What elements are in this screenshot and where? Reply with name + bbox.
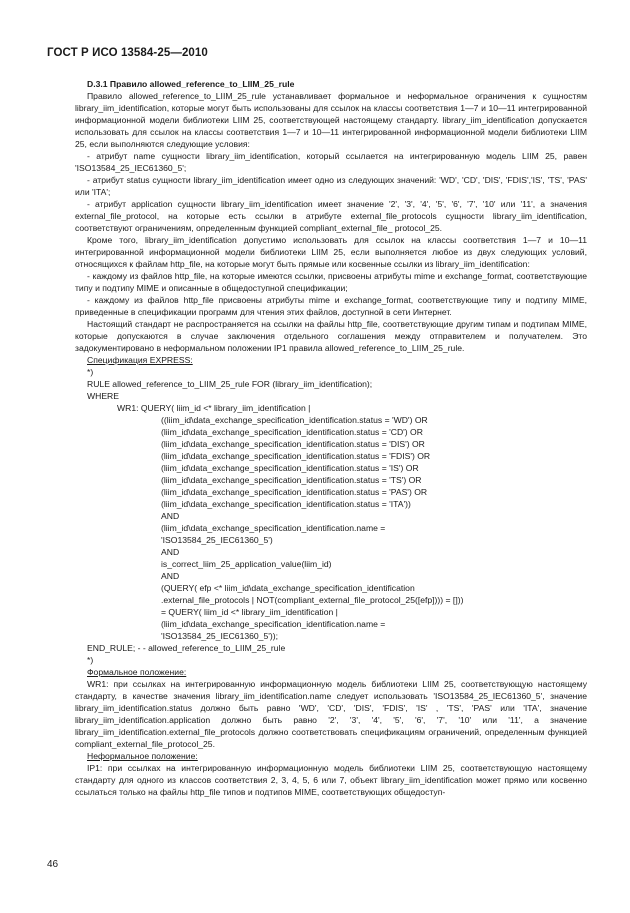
code-line: (liim_id\data_exchange_specification_identification.status = 'CD') OR: [161, 427, 423, 437]
paragraph: Настоящий стандарт не распространяется на ссылки на файлы http_file, соответствующие другим типам и подтипам MIME, которые допускаются в случае заключения отдельного соглашения между отправителем и получателем. Это задокументировано в неформальном положении IP1 правила allowed_reference_to_LIIM_25_rule.: [75, 319, 587, 353]
paragraph: Кроме того, library_iim_identification допустимо использовать для ссылок на классы соответствия 1—7 и 10—11 интегрированной информационной модели библиотеки LIIM 25, если выполняется любое из двух следующих условий, относящихся к файлам http_file, на которые могут быть прямые или косвенные ссылки из library_iim_identification:: [75, 235, 587, 269]
code-line: .external_file_protocols | NOT(compliant_external_file_protocol_25([efp]))) = [])): [161, 595, 464, 605]
page-number: 46: [47, 859, 59, 870]
code-line: RULE allowed_reference_to_LIIM_25_rule FOR (library_iim_identification);: [87, 379, 373, 389]
express-spec-label: Спецификация EXPRESS:: [87, 355, 193, 365]
code-line: ((liim_id\data_exchange_specification_identification.status = 'WD') OR: [161, 415, 428, 425]
page-header: ГОСТ Р ИСО 13584-25—2010: [47, 47, 208, 59]
code-line: is_correct_liim_25_application_value(liim_id): [161, 559, 332, 569]
code-line: (liim_id\data_exchange_specification_identification.status = 'FDIS') OR: [161, 451, 431, 461]
code-line: AND: [161, 547, 180, 557]
condition-item: - атрибут status сущности library_iim_identification имеет одно из следующих значений: 'WD', 'CD', 'DIS', 'FDIS','IS', 'TS', 'PAS' или 'ITA';: [75, 175, 587, 197]
section-heading: D.3.1 Правило allowed_reference_to_LIIM_25_rule: [87, 79, 295, 89]
code-line: (liim_id\data_exchange_specification_identification.status = 'DIS') OR: [161, 439, 425, 449]
code-line: END_RULE; - - allowed_reference_to_LIIM_25_rule: [87, 643, 286, 653]
code-line: (liim_id\data_exchange_specification_identification.status = 'IS') OR: [161, 463, 419, 473]
code-line: WHERE: [87, 391, 119, 401]
condition-item: - атрибут name сущности library_iim_identification, который ссылается на интегрированную модель LIIM 25, равен 'ISO13584_25_IEC61360_5';: [75, 151, 587, 173]
informal-provision-label: Неформальное положение:: [87, 751, 198, 761]
code-line: = QUERY( liim_id <* library_iim_identification |: [161, 607, 338, 617]
code-line: (liim_id\data_exchange_specification_identification.name =: [161, 619, 386, 629]
intro-paragraph: Правило allowed_reference_to_LIIM_25_rule устанавливает формальное и неформальное ограничения к сущностям library_iim_identification, которые могут быть использованы для ссылок на классы соответствия 1—7 и 10—11 интегрированной информационной модели библиотеки LIIM 25, соответствующей настоящему стандарту. library_iim_identification допускается использовать для ссылок на классы соответствия 1—7 и 10—11 интегрированной информационной модели библиотеки LIIM 25, если выполняются следующие условия:: [75, 91, 587, 149]
condition-item: - атрибут application сущности library_iim_identification имеет значение '2', '3', '4', '5', '6', '7', '10' или '11', а значения external_file_protocol, на которые есть ссылки в атрибуте external_file_protocols сущности library_iim_identification, соответствуют ограничениям, определенным функцией compliant_external_file_ protocol_25.: [75, 199, 587, 233]
code-line: *): [87, 367, 94, 377]
code-line: (liim_id\data_exchange_specification_identification.status = 'ITA')): [161, 499, 411, 509]
code-line: (liim_id\data_exchange_specification_identification.name =: [161, 523, 386, 533]
code-line: (QUERY( efp <* liim_id\data_exchange_specification_identification: [161, 583, 415, 593]
code-line: *): [87, 655, 94, 665]
formal-provision-label: Формальное положение:: [87, 667, 187, 677]
code-line: AND: [161, 571, 180, 581]
wr1-paragraph: WR1: при ссылках на интегрированную информационную модель библиотеки LIIM 25, соответствующую настоящему стандарту, в качестве значения library_iim_identification.name следует использовать 'ISO13584_25_IEC61360_5', значение library_iim_identification.status должно быть равно 'WD', 'CD', 'DIS', 'FDIS', 'IS' , 'TS', 'PAS' или 'ITA', значение library_iim_identification.application должно быть равно '2', '3', '4', '5', '6', '7', '10' или '11', а значение library_iim_identification.external_file_protocols должно соответствовать спецификациям ограничений, определенным функцией compliant_external_file_protocol_25.: [75, 679, 587, 749]
condition-item: - каждому из файлов http_file присвоены атрибуты mime и exchange_format, соответствующие типу и подтипу MIME, приведенные в спецификации программ для чтения этих файлов, доступной в сети Интернет.: [75, 295, 587, 317]
code-line: 'ISO13584_25_IEC61360_5'): [161, 535, 273, 545]
page-body: [75, 78, 587, 798]
code-line: (liim_id\data_exchange_specification_identification.status = 'PAS') OR: [161, 487, 428, 497]
express-code-block: [75, 366, 587, 666]
code-line: WR1: QUERY( liim_id <* library_iim_identification |: [117, 403, 311, 413]
code-line: (liim_id\data_exchange_specification_identification.status = 'TS') OR: [161, 475, 422, 485]
code-line: 'ISO13584_25_IEC61360_5'));: [161, 631, 278, 641]
code-line: AND: [161, 511, 180, 521]
condition-item: - каждому из файлов http_file, на которые имеются ссылки, присвоены атрибуты mime и exchange_format, соответствующие типу и подтипу MIME и описанные в общедоступной спецификации;: [75, 271, 587, 293]
ip1-paragraph: IP1: при ссылках на интегрированную информационную модель библиотеки LIIM 25, соответствующую настоящему стандарту для одного из классов соответствия 2, 3, 4, 5, 6 или 7, объект library_iim_identification может прямо или косвенно ссылаться только на файлы http_file типов и подтипов MIME, соответствующих общедоступ-: [75, 763, 587, 797]
